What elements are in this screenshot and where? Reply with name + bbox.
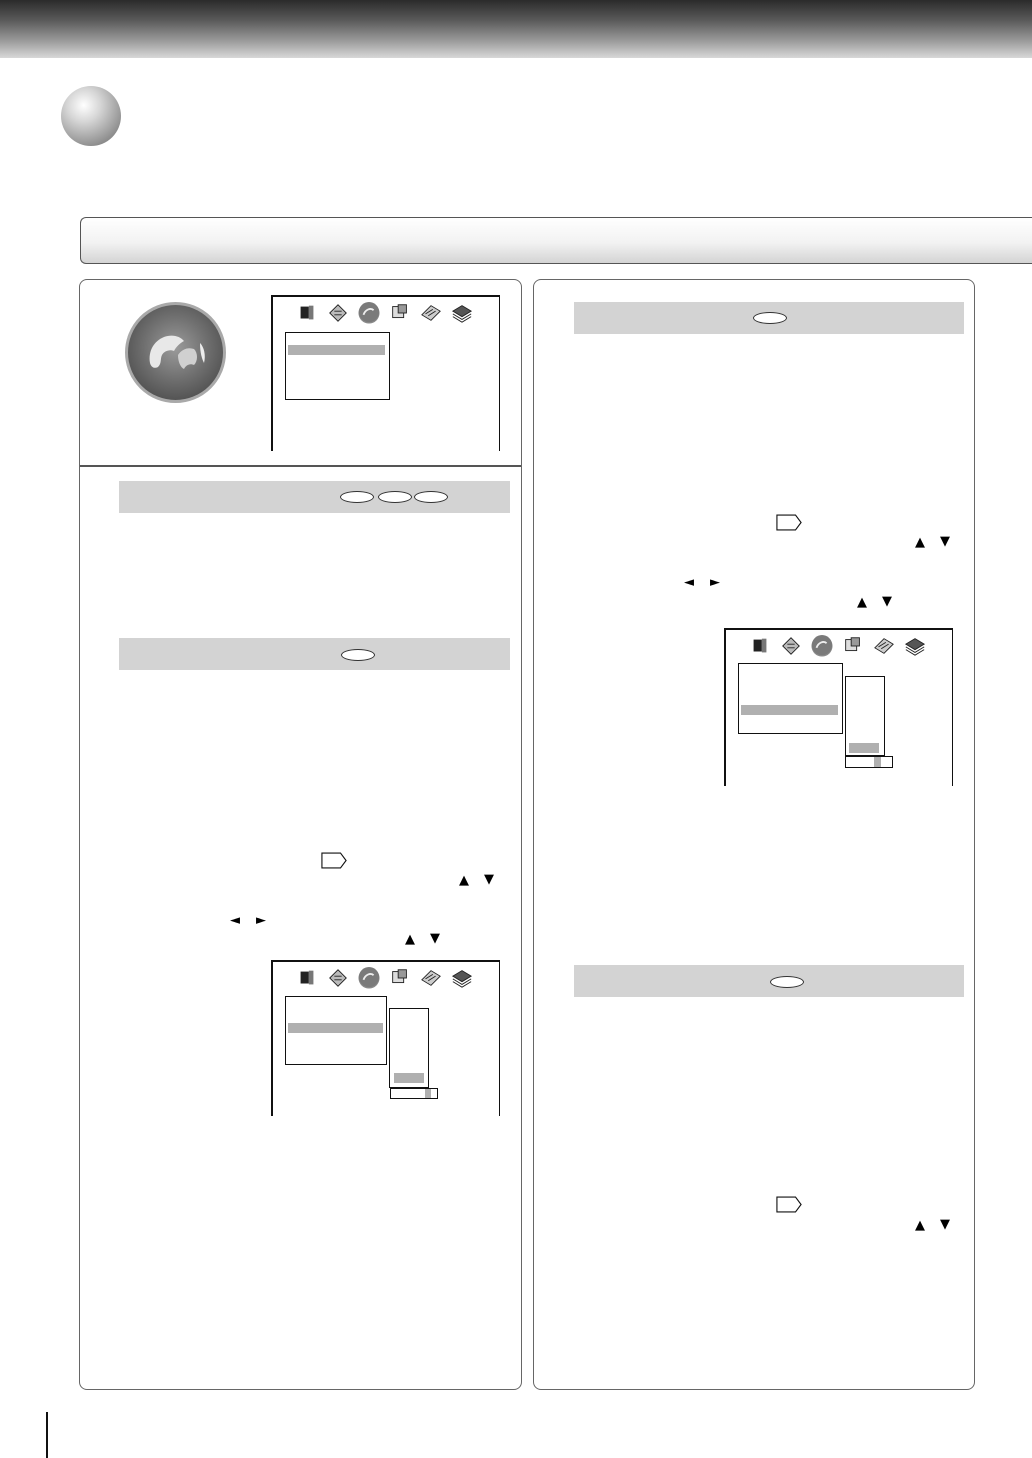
audio-setup-icon xyxy=(779,635,803,657)
up-arrow-icon: ▲ xyxy=(405,932,415,947)
section-title-bar xyxy=(80,217,1032,264)
language-setup-icon xyxy=(357,302,381,324)
section-bar-1 xyxy=(119,481,510,513)
setup-tab-row xyxy=(295,967,485,991)
setup-tab-row xyxy=(748,635,938,659)
section-bar-4 xyxy=(574,965,964,997)
chapter-bullet-icon xyxy=(61,86,121,146)
osd-menu-language-submenu xyxy=(271,960,500,1116)
panel-divider xyxy=(80,465,521,467)
left-arrow-icon: ◄ xyxy=(230,913,240,928)
setup-tab-row xyxy=(295,302,485,326)
setup-menu-list xyxy=(738,663,843,734)
operation-setup-icon xyxy=(419,302,443,324)
header-band xyxy=(0,0,1032,58)
submenu-list xyxy=(845,676,885,756)
display-setup-icon xyxy=(388,302,412,324)
down-arrow-icon: ▼ xyxy=(882,594,892,609)
scrollbar-thumb xyxy=(874,757,881,767)
down-arrow-icon: ▼ xyxy=(940,1217,950,1232)
audio-setup-icon xyxy=(326,302,350,324)
language-setup-icon xyxy=(810,635,834,657)
right-arrow-icon: ► xyxy=(256,913,266,928)
submenu-list xyxy=(389,1008,429,1088)
section-bar-2 xyxy=(119,638,510,670)
setup-menu-list xyxy=(285,332,390,400)
language-globe-icon xyxy=(125,302,226,403)
up-arrow-icon: ▲ xyxy=(857,595,867,610)
language-setup-icon xyxy=(357,967,381,989)
picture-setup-icon xyxy=(748,635,772,657)
selected-menu-row xyxy=(741,705,838,715)
selected-submenu-row xyxy=(849,743,879,753)
operation-setup-icon xyxy=(872,635,896,657)
up-arrow-icon: ▲ xyxy=(915,535,925,550)
selected-menu-row xyxy=(288,1023,383,1033)
submenu-scrollbar xyxy=(845,756,893,768)
audio-setup-icon xyxy=(326,967,350,989)
picture-setup-icon xyxy=(295,302,319,324)
down-arrow-icon: ▼ xyxy=(940,534,950,549)
picture-setup-icon xyxy=(295,967,319,989)
initial-setup-icon xyxy=(903,635,927,657)
left-arrow-icon: ◄ xyxy=(684,575,694,590)
disc-type-badge xyxy=(414,491,448,503)
initial-setup-icon xyxy=(450,967,474,989)
setup-menu-list xyxy=(285,996,387,1065)
disc-type-badge xyxy=(770,976,804,988)
right-panel xyxy=(533,279,975,1390)
operation-setup-icon xyxy=(419,967,443,989)
remote-button-tag xyxy=(776,514,802,531)
up-arrow-icon: ▲ xyxy=(459,873,469,888)
disc-type-badge xyxy=(340,491,374,503)
display-setup-icon xyxy=(841,635,865,657)
disc-type-badge xyxy=(753,312,787,324)
remote-button-tag xyxy=(776,1196,802,1213)
submenu-scrollbar xyxy=(390,1088,438,1099)
down-arrow-icon: ▼ xyxy=(430,931,440,946)
selected-menu-row xyxy=(288,345,385,355)
right-arrow-icon: ► xyxy=(710,575,720,590)
disc-type-badge xyxy=(378,491,412,503)
selected-submenu-row xyxy=(394,1073,424,1083)
display-setup-icon xyxy=(388,967,412,989)
disc-type-badge xyxy=(341,649,375,661)
up-arrow-icon: ▲ xyxy=(915,1218,925,1233)
scrollbar-thumb xyxy=(425,1089,431,1098)
remote-button-tag xyxy=(321,852,347,869)
page-margin-line xyxy=(46,1412,48,1458)
initial-setup-icon xyxy=(450,302,474,324)
osd-language-menu xyxy=(271,295,500,451)
osd-language-submenu xyxy=(724,628,953,786)
down-arrow-icon: ▼ xyxy=(484,872,494,887)
